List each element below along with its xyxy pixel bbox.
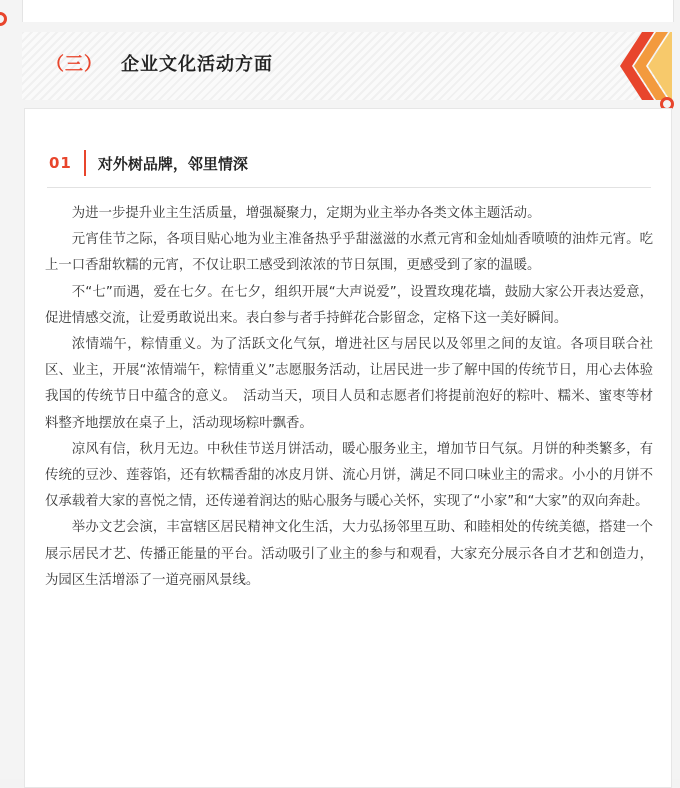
section-header (22, 32, 672, 100)
chevron-decoration-icon (612, 32, 672, 100)
subsection-divider-bar (84, 150, 86, 176)
section-title (46, 50, 273, 76)
paragraph-lantern-festival: 元宵佳节之际，各项目贴心地为业主准备热乎乎甜滋滋的水煮元宵和金灿灿香喷喷的油炸元宵。吃上一口香甜软糯的元宵，不仅让职工感受到浓浓的节日氛围，更感受到了家的温暖。 (45, 232, 653, 274)
paragraph-intro: 为进一步提升业主生活质量，增强凝聚力，定期为业主举办各类文体主题活动。 (71, 206, 541, 221)
paragraph-mid-autumn: 凉风有信，秋月无边。中秋佳节送月饼活动，暖心服务业主，增加节日气氛。月饼的种类繁多，有传统的豆沙、莲蓉馅，还有软糯香甜的冰皮月饼、流心月饼，满足不同口味业主的需求。小小的月饼不仅承载着大家的喜悦之情，还传递着润达的贴心服务与暖心关怀，实现了“小家”和“大家”的双向奔赴。 (45, 441, 653, 510)
section-number: （三） (46, 54, 103, 75)
previous-section-edge (22, 0, 674, 22)
subsection-header (49, 149, 248, 177)
subsection-title: 对外树品牌，邻里情深 (97, 154, 248, 173)
paragraph-dragon-boat: 浓情端午，粽情重义。为了活跃文化气氛，增进社区与居民以及邻里之间的友谊。各项目联合社区、业主，开展“浓情端午，粽情重义”志愿服务活动，让居民进一步了解中国的传统节日，用心去体验我国的传统节日中蕴含的意义。 活动当天，项目人员和志愿者们将提前泡好的粽叶、糯米、蜜枣等材料整齐地摆放在桌子上，活动现场粽叶飘香。 (45, 337, 653, 431)
article-body (45, 201, 653, 594)
paragraph-art-show: 举办文艺会演，丰富辖区居民精神文化生活，大力弘扬邻里互助、和睦相处的传统美德，搭建一个展示居民才艺、传播正能量的平台。活动吸引了业主的参与和观看，大家充分展示各自才艺和创造力，为园区生活增添了一道亮丽风景线。 (45, 520, 653, 588)
paragraph-qixi: 不“七”而遇，爱在七夕。在七夕，组织开展“大声说爱”，设置玫瑰花墙，鼓励大家公开表达爱意，促进情感交流，让爱勇敢说出来。表白参与者手持鲜花合影留念，定格下这一美好瞬间。 (45, 284, 653, 326)
content-card (24, 108, 672, 788)
subsection-number: 01 (49, 154, 72, 172)
header-divider (47, 187, 651, 188)
section-title-text: 企业文化活动方面 (121, 54, 273, 75)
